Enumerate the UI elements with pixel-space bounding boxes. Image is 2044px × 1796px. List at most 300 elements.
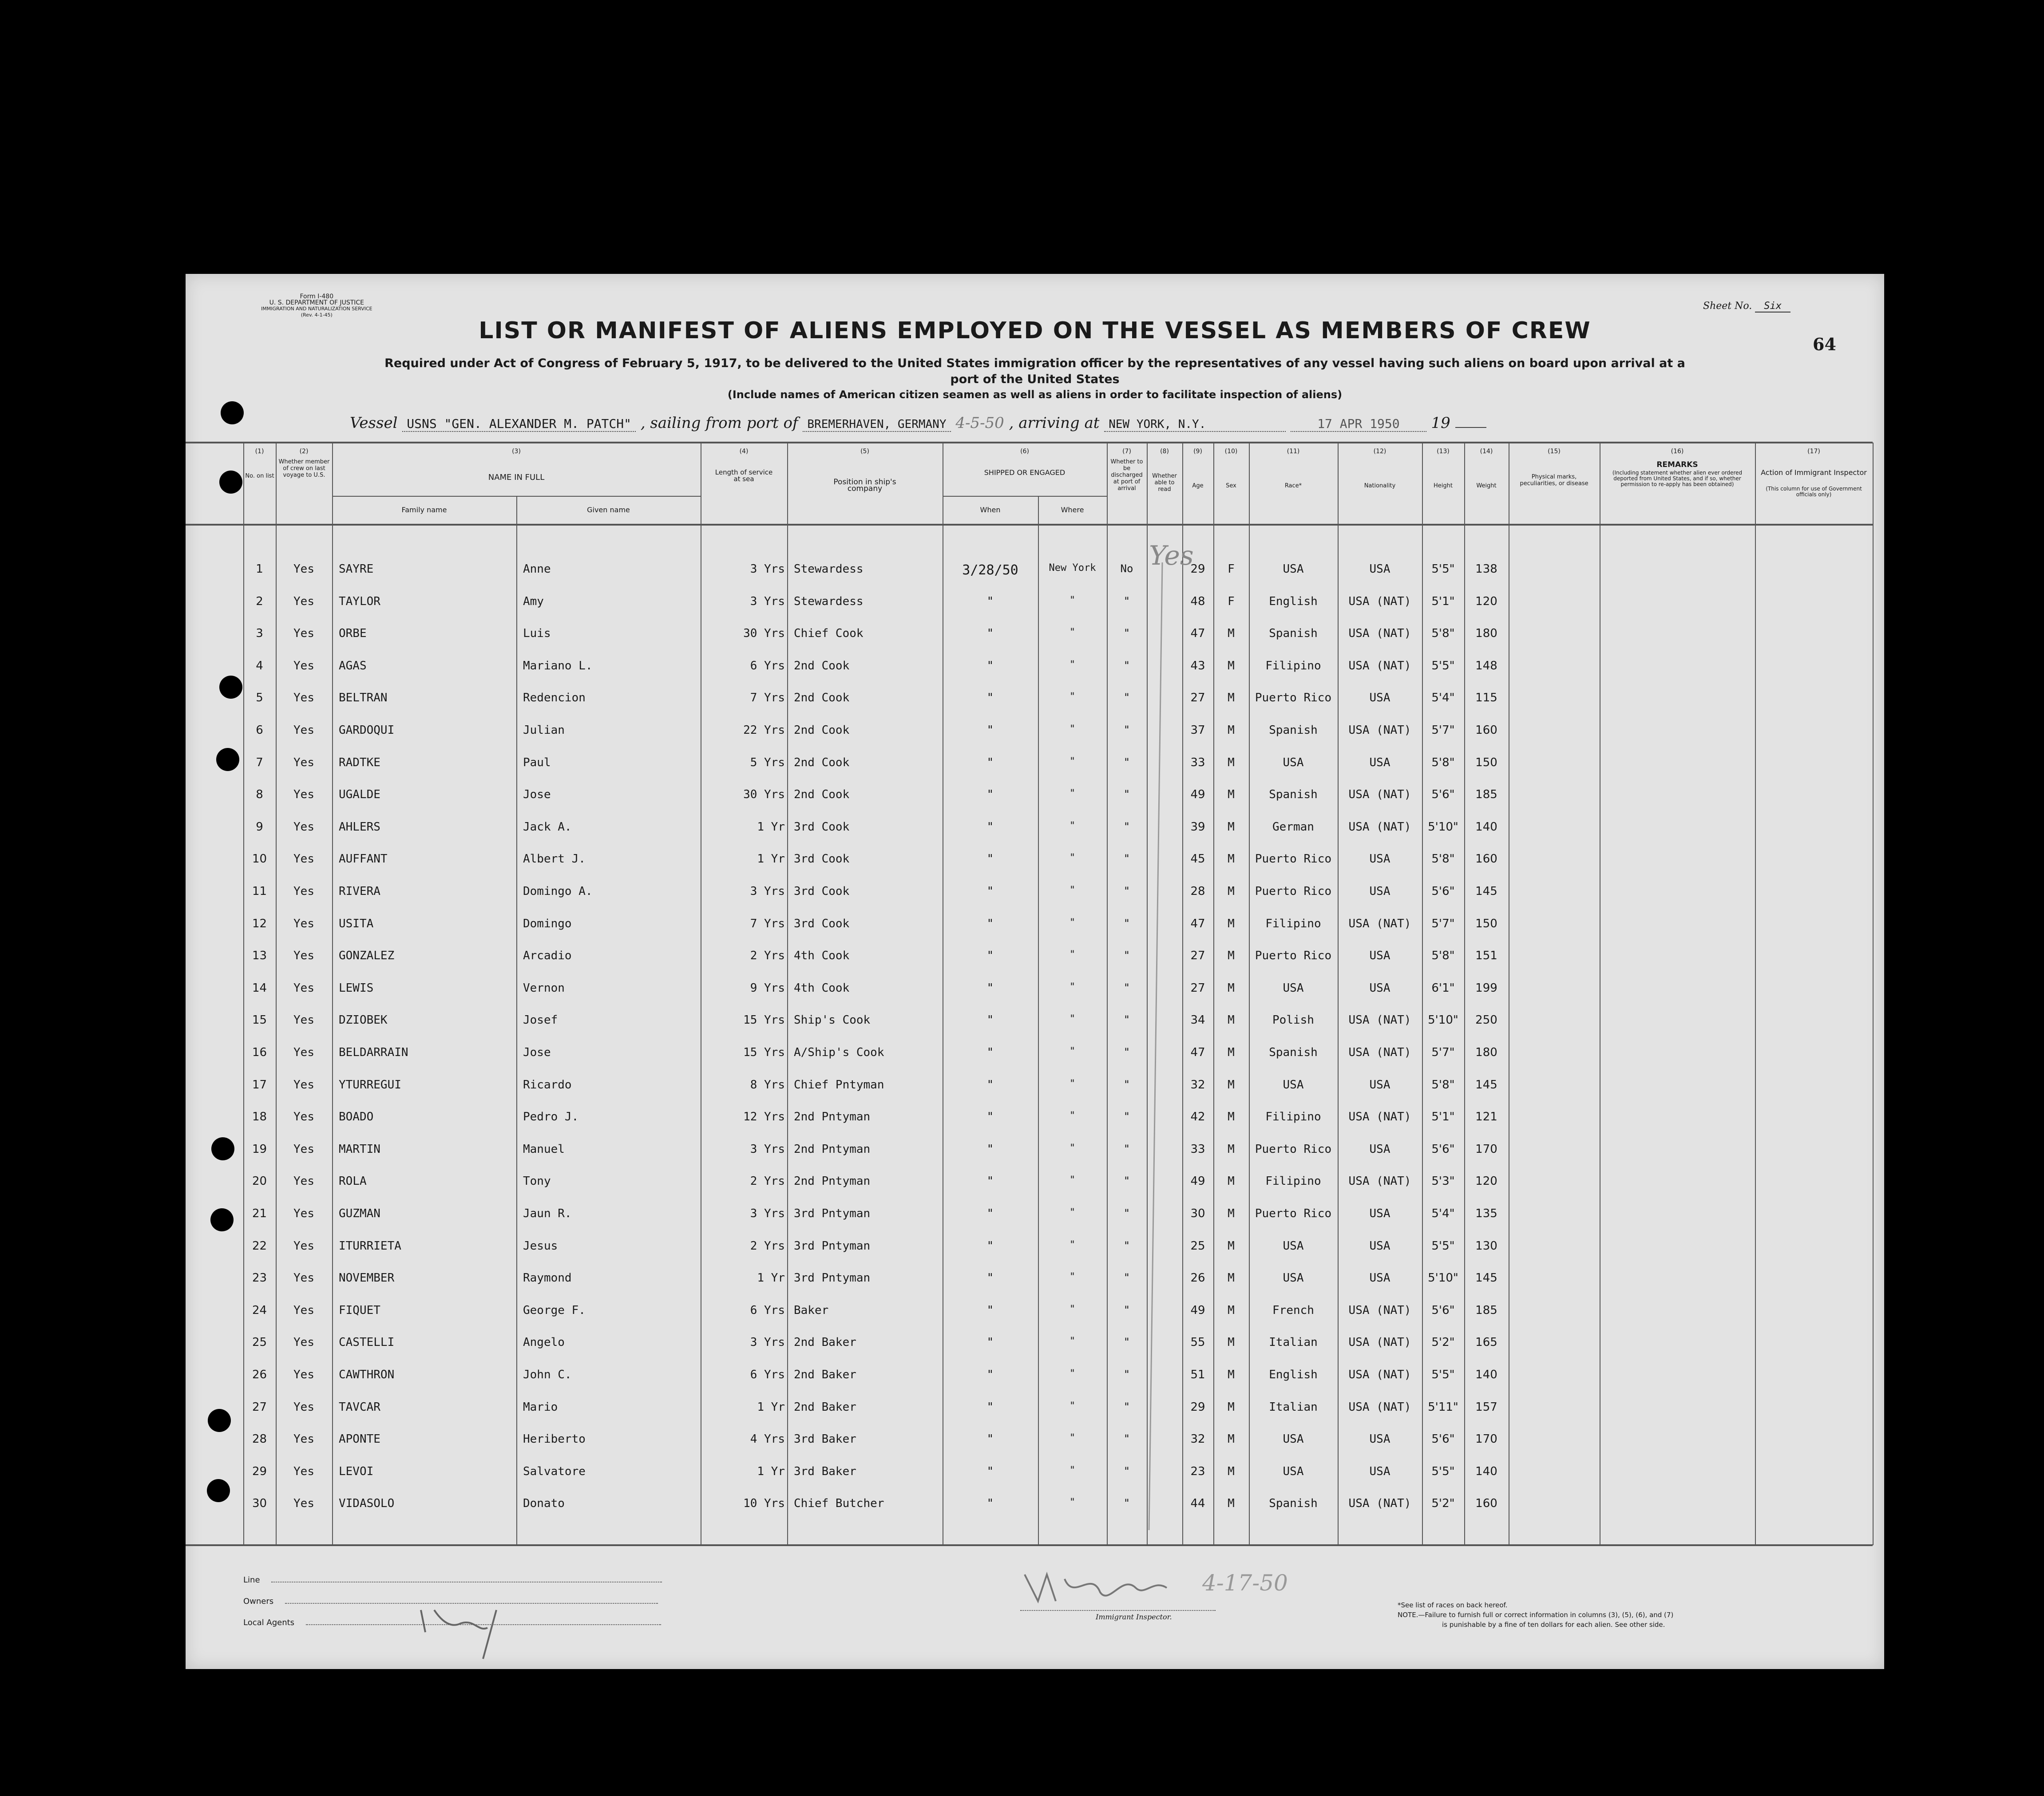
- col8-number: (8): [1160, 448, 1169, 455]
- cell-age: 43: [1190, 659, 1205, 673]
- cell-given: Luis: [523, 627, 551, 641]
- cell-no: 16: [252, 1046, 267, 1059]
- cell-weight: 157: [1475, 1400, 1497, 1414]
- cell-height: 5'5": [1431, 1368, 1455, 1381]
- col17-number: (17): [1807, 448, 1820, 455]
- cell-weight: 140: [1475, 820, 1497, 834]
- cell-discharged: ": [1123, 1303, 1130, 1316]
- cell-crew: Yes: [293, 594, 314, 608]
- cell-position: Ship's Cook: [794, 1013, 871, 1027]
- cell-sex: M: [1228, 788, 1235, 802]
- cell-service: 1 Yr: [757, 1400, 785, 1414]
- cell-race: Filipino: [1265, 917, 1321, 930]
- cell-position: 2nd Baker: [794, 1368, 856, 1381]
- cell-nat: USA: [1369, 1078, 1390, 1092]
- cell-service: 1 Yr: [757, 852, 785, 866]
- cell-family: USITA: [339, 917, 374, 930]
- cell-given: John C.: [523, 1368, 572, 1381]
- cell-crew: Yes: [293, 885, 314, 898]
- cell-service: 6 Yrs: [750, 1368, 785, 1381]
- col15-number: (15): [1548, 448, 1561, 455]
- cell-no: 21: [252, 1207, 267, 1220]
- subtitle-line-2: port of the United States: [950, 372, 1120, 386]
- cell-race: Filipino: [1265, 1110, 1321, 1124]
- cell-no: 10: [252, 852, 267, 866]
- cell-nat: USA (NAT): [1348, 1175, 1411, 1188]
- cell-sex: M: [1228, 724, 1235, 737]
- cell-discharged: ": [1123, 1432, 1130, 1445]
- cell-nat: USA: [1369, 1464, 1390, 1478]
- cell-weight: 140: [1475, 1464, 1497, 1478]
- col7-number: (7): [1122, 448, 1131, 455]
- cell-service: 1 Yr: [757, 1271, 785, 1285]
- cell-when: ": [986, 788, 994, 802]
- cell-discharged: ": [1123, 1110, 1130, 1123]
- cell-where: ": [1069, 594, 1076, 606]
- cell-height: 5'4": [1431, 691, 1455, 705]
- col15-header: Physical marks, peculiarities, or disease: [1520, 474, 1588, 487]
- cell-position: 3rd Cook: [794, 820, 850, 834]
- cell-where: ": [1069, 788, 1076, 799]
- sheet-number-block: [1703, 301, 1790, 312]
- cell-sex: M: [1228, 1271, 1235, 1285]
- cell-height: 5'8": [1431, 627, 1455, 641]
- cell-position: 2nd Baker: [794, 1336, 856, 1349]
- cell-crew: Yes: [293, 1271, 314, 1285]
- cell-service: 5 Yrs: [750, 756, 785, 769]
- cell-service: 12 Yrs: [743, 1110, 785, 1124]
- inspector-signature: [1020, 1561, 1207, 1610]
- cell-age: 42: [1190, 1110, 1205, 1124]
- cell-family: CASTELLI: [339, 1336, 395, 1349]
- col6-header: SHIPPED OR ENGAGED: [984, 468, 1066, 477]
- cell-where: ": [1069, 885, 1076, 896]
- cell-sex: M: [1228, 1464, 1235, 1478]
- cell-family: DZIOBEK: [339, 1013, 388, 1027]
- cell-position: 2nd Baker: [794, 1400, 856, 1414]
- cell-nat: USA: [1369, 1207, 1390, 1220]
- cell-discharged: No: [1120, 562, 1133, 575]
- cell-given: Mariano L.: [523, 659, 593, 673]
- cell-no: 23: [252, 1271, 267, 1285]
- cell-when: ": [986, 917, 994, 930]
- arrival-port: NEW YORK, N.Y.: [1104, 418, 1286, 432]
- cell-age: 26: [1190, 1271, 1205, 1285]
- cell-family: BELDARRAIN: [339, 1046, 408, 1059]
- cell-crew: Yes: [293, 659, 314, 673]
- col10-number: (10): [1224, 448, 1238, 455]
- col2-header: Whether member of crew on last voyage to U.S.: [278, 459, 330, 479]
- col8-header: Whether able to read: [1152, 473, 1177, 493]
- cell-sex: F: [1228, 594, 1235, 608]
- cell-nat: USA: [1369, 756, 1390, 769]
- cell-nat: USA: [1369, 885, 1390, 898]
- cell-when: 3/28/50: [962, 562, 1018, 578]
- cell-service: 3 Yrs: [750, 1336, 785, 1349]
- col16-number: (16): [1671, 448, 1684, 455]
- cell-age: 25: [1190, 1239, 1205, 1253]
- cell-weight: 140: [1475, 1368, 1497, 1381]
- cell-weight: 138: [1475, 562, 1497, 576]
- cell-no: 25: [252, 1336, 267, 1349]
- inspector-date: 4-17-50: [1202, 1570, 1288, 1596]
- cell-nat: USA: [1369, 1271, 1390, 1285]
- cell-race: USA: [1283, 756, 1304, 769]
- cell-service: 1 Yr: [757, 820, 785, 834]
- cell-given: Pedro J.: [523, 1110, 579, 1124]
- cell-height: 5'8": [1431, 756, 1455, 769]
- cell-family: NOVEMBER: [339, 1271, 395, 1285]
- cell-age: 29: [1190, 1400, 1205, 1414]
- cell-sex: M: [1228, 820, 1235, 834]
- cell-height: 5'10": [1428, 1271, 1458, 1285]
- cell-crew: Yes: [293, 852, 314, 866]
- cell-no: 8: [256, 788, 263, 802]
- cell-given: Mario: [523, 1400, 558, 1414]
- cell-when: ": [986, 1207, 994, 1220]
- cell-no: 3: [256, 627, 263, 641]
- cell-weight: 185: [1475, 1303, 1497, 1317]
- col13-number: (13): [1437, 448, 1450, 455]
- cell-sex: M: [1228, 981, 1235, 995]
- line-label: Line: [243, 1575, 260, 1585]
- cell-no: 13: [252, 949, 267, 963]
- cell-nat: USA (NAT): [1348, 917, 1411, 930]
- binder-hole: [207, 1479, 230, 1502]
- cell-when: ": [986, 756, 994, 769]
- subtitle-line-1: Required under Act of Congress of February 5, 1917, to be delivered to the United States immigration officer by the representatives of any vessel having such aliens on board upon arrival at a: [384, 356, 1685, 370]
- cell-age: 49: [1190, 788, 1205, 802]
- cell-height: 5'5": [1431, 1239, 1455, 1253]
- cell-service: 3 Yrs: [750, 885, 785, 898]
- binder-hole: [211, 1137, 234, 1160]
- cell-service: 1 Yr: [757, 1464, 785, 1478]
- cell-weight: 199: [1475, 981, 1497, 995]
- cell-race: USA: [1283, 1464, 1304, 1478]
- cell-weight: 121: [1475, 1110, 1497, 1124]
- col14-header: Weight: [1476, 483, 1497, 489]
- binder-hole: [221, 401, 244, 424]
- cell-nat: USA: [1369, 1142, 1390, 1156]
- form-block: [261, 293, 372, 318]
- col2-number: (2): [299, 448, 309, 455]
- col5-header: Position in ship's company: [833, 478, 896, 493]
- cell-crew: Yes: [293, 756, 314, 769]
- cell-race: Filipino: [1265, 659, 1321, 673]
- col11-number: (11): [1287, 448, 1300, 455]
- cell-discharged: ": [1123, 756, 1130, 768]
- cell-crew: Yes: [293, 1239, 314, 1253]
- cell-crew: Yes: [293, 981, 314, 995]
- cell-sex: M: [1228, 1142, 1235, 1156]
- cell-where: ": [1069, 691, 1076, 703]
- cell-crew: Yes: [293, 820, 314, 834]
- cell-position: 3rd Cook: [794, 852, 850, 866]
- cell-crew: Yes: [293, 917, 314, 930]
- cell-no: 7: [256, 756, 263, 769]
- cell-where: ": [1069, 1497, 1076, 1508]
- cell-height: 5'2": [1431, 1497, 1455, 1511]
- cell-discharged: ": [1123, 1046, 1130, 1058]
- cell-height: 5'6": [1431, 1142, 1455, 1156]
- cell-age: 37: [1190, 724, 1205, 737]
- cell-given: Manuel: [523, 1142, 565, 1156]
- cell-position: 3rd Cook: [794, 885, 850, 898]
- cell-given: Jose: [523, 1046, 551, 1059]
- cell-age: 39: [1190, 820, 1205, 834]
- cell-no: 9: [256, 820, 263, 834]
- cell-age: 49: [1190, 1175, 1205, 1188]
- col12-number: (12): [1373, 448, 1386, 455]
- cell-where: ": [1069, 1110, 1076, 1122]
- form-rev: (Rev. 4-1-45): [301, 312, 333, 318]
- cell-age: 55: [1190, 1336, 1205, 1349]
- cell-service: 10 Yrs: [743, 1497, 785, 1511]
- cell-position: 3rd Pntyman: [794, 1239, 871, 1253]
- cell-where: New York: [1049, 562, 1096, 574]
- cell-age: 27: [1190, 691, 1205, 705]
- cell-race: USA: [1283, 562, 1304, 576]
- cell-nat: USA (NAT): [1348, 594, 1411, 608]
- cell-no: 19: [252, 1142, 267, 1156]
- cell-weight: 135: [1475, 1207, 1497, 1220]
- binder-hole: [210, 1208, 234, 1231]
- cell-position: Chief Butcher: [794, 1497, 884, 1511]
- cell-when: ": [986, 1013, 994, 1027]
- cell-when: ": [986, 594, 994, 608]
- cell-no: 29: [252, 1464, 267, 1478]
- cell-race: USA: [1283, 981, 1304, 995]
- col17-subheader: (This column for use of Government officials only): [1766, 486, 1862, 498]
- cell-race: Italian: [1269, 1336, 1318, 1349]
- cell-given: Donato: [523, 1497, 565, 1511]
- cell-crew: Yes: [293, 1368, 314, 1381]
- cell-sex: M: [1228, 659, 1235, 673]
- cell-family: SAYRE: [339, 562, 374, 576]
- agents-label: Local Agents: [243, 1618, 295, 1627]
- cell-weight: 170: [1475, 1432, 1497, 1446]
- cell-where: ": [1069, 1142, 1076, 1154]
- cell-position: 3rd Cook: [794, 917, 850, 930]
- cell-discharged: ": [1123, 724, 1130, 736]
- col4-header: Length of service at sea: [715, 468, 773, 483]
- cell-nat: USA (NAT): [1348, 1497, 1411, 1511]
- cell-sex: M: [1228, 917, 1235, 930]
- cell-sex: M: [1228, 1303, 1235, 1317]
- sheet-number: Six: [1755, 301, 1790, 313]
- cell-race: Italian: [1269, 1400, 1318, 1414]
- cell-when: ": [986, 659, 994, 673]
- note-penalty-1: NOTE.—Failure to furnish full or correct information in columns (3), (5), (6), and (7): [1398, 1611, 1674, 1619]
- cell-race: Puerto Rico: [1255, 1207, 1332, 1220]
- cell-family: LEWIS: [339, 981, 374, 995]
- cell-service: 22 Yrs: [743, 724, 785, 737]
- cell-nat: USA (NAT): [1348, 788, 1411, 802]
- cell-height: 5'2": [1431, 1336, 1455, 1349]
- cell-crew: Yes: [293, 1400, 314, 1414]
- form-number: Form I-480: [300, 293, 334, 300]
- cell-when: ": [986, 1432, 994, 1446]
- cell-position: 2nd Pntyman: [794, 1142, 871, 1156]
- cell-nat: USA: [1369, 1239, 1390, 1253]
- cell-weight: 185: [1475, 788, 1497, 802]
- col3b-header: Given name: [587, 506, 630, 514]
- cell-nat: USA (NAT): [1348, 1013, 1411, 1027]
- cell-position: 3rd Baker: [794, 1432, 856, 1446]
- arrival-date-stamp: 17 APR 1950: [1291, 416, 1426, 432]
- cell-weight: 160: [1475, 852, 1497, 866]
- cell-nat: USA: [1369, 949, 1390, 963]
- note-races: *See list of races on back hereof.: [1398, 1601, 1508, 1609]
- cell-age: 23: [1190, 1464, 1205, 1478]
- cell-discharged: ": [1123, 627, 1130, 640]
- cell-where: ": [1069, 1368, 1076, 1379]
- cell-where: ": [1069, 820, 1076, 831]
- cell-family: VIDASOLO: [339, 1497, 395, 1511]
- cell-when: ": [986, 627, 994, 641]
- cell-where: ": [1069, 1336, 1076, 1347]
- footer-line-field: [243, 1575, 662, 1585]
- cell-race: Puerto Rico: [1255, 949, 1332, 963]
- cell-race: USA: [1283, 1078, 1304, 1092]
- cell-weight: 145: [1475, 1271, 1497, 1285]
- cell-race: Puerto Rico: [1255, 691, 1332, 705]
- cell-weight: 130: [1475, 1239, 1497, 1253]
- col3-header: NAME IN FULL: [488, 473, 545, 482]
- cell-crew: Yes: [293, 1046, 314, 1059]
- cell-no: 6: [256, 724, 263, 737]
- cell-family: UGALDE: [339, 788, 380, 802]
- cell-when: ": [986, 1271, 994, 1285]
- cell-race: Filipino: [1265, 1175, 1321, 1188]
- cell-age: 30: [1190, 1207, 1205, 1220]
- cell-sex: F: [1228, 562, 1235, 576]
- cell-position: Chief Cook: [794, 627, 864, 641]
- cell-nat: USA (NAT): [1348, 1110, 1411, 1124]
- cell-no: 28: [252, 1432, 267, 1446]
- cell-where: ": [1069, 1239, 1076, 1250]
- cell-crew: Yes: [293, 1432, 314, 1446]
- cell-given: Jose: [523, 788, 551, 802]
- cell-sex: M: [1228, 756, 1235, 769]
- cell-weight: 180: [1475, 627, 1497, 641]
- cell-age: 34: [1190, 1013, 1205, 1027]
- page-number: 64: [1813, 334, 1836, 354]
- cell-nat: USA (NAT): [1348, 659, 1411, 673]
- cell-age: 27: [1190, 981, 1205, 995]
- cell-when: ": [986, 1497, 994, 1511]
- cell-age: 32: [1190, 1432, 1205, 1446]
- cell-nat: USA (NAT): [1348, 627, 1411, 641]
- cell-race: Spanish: [1269, 788, 1318, 802]
- cell-when: ": [986, 1336, 994, 1349]
- cell-no: 11: [252, 885, 267, 898]
- cell-family: RADTKE: [339, 756, 380, 769]
- cell-family: BOADO: [339, 1110, 374, 1124]
- cell-sex: M: [1228, 1497, 1235, 1511]
- cell-where: ": [1069, 917, 1076, 928]
- agent-signature: [416, 1597, 532, 1663]
- vessel-name: USNS "GEN. ALEXANDER M. PATCH": [402, 416, 636, 432]
- col12-header: Nationality: [1364, 483, 1396, 489]
- cell-when: ": [986, 1142, 994, 1156]
- cell-race: Polish: [1272, 1013, 1314, 1027]
- pencil-line: [1145, 562, 1180, 1530]
- cell-age: 32: [1190, 1078, 1205, 1092]
- cell-family: LEVOI: [339, 1464, 374, 1478]
- cell-given: Jack A.: [523, 820, 572, 834]
- cell-sex: M: [1228, 1175, 1235, 1188]
- col6a-header: When: [980, 506, 1001, 514]
- cell-discharged: ": [1123, 917, 1130, 930]
- cell-race: Spanish: [1269, 627, 1318, 641]
- cell-crew: Yes: [293, 1207, 314, 1220]
- cell-family: RIVERA: [339, 885, 380, 898]
- cell-family: GARDOQUI: [339, 724, 395, 737]
- cell-nat: USA: [1369, 981, 1390, 995]
- cell-given: Albert J.: [523, 852, 586, 866]
- cell-where: ": [1069, 1078, 1076, 1089]
- cell-discharged: ": [1123, 1336, 1130, 1349]
- cell-discharged: ": [1123, 1368, 1130, 1381]
- form-service: IMMIGRATION AND NATURALIZATION SERVICE: [261, 306, 372, 312]
- cell-sex: M: [1228, 1368, 1235, 1381]
- cell-where: ": [1069, 1400, 1076, 1412]
- cell-crew: Yes: [293, 1497, 314, 1511]
- cell-position: 3rd Pntyman: [794, 1271, 871, 1285]
- cell-service: 2 Yrs: [750, 1239, 785, 1253]
- cell-given: Domingo A.: [523, 885, 593, 898]
- cell-position: 2nd Cook: [794, 724, 850, 737]
- col9-header: Age: [1192, 483, 1204, 489]
- cell-service: 7 Yrs: [750, 917, 785, 930]
- cell-service: 3 Yrs: [750, 1207, 785, 1220]
- cell-when: ": [986, 1110, 994, 1124]
- cell-discharged: ": [1123, 1464, 1130, 1477]
- cell-sex: M: [1228, 1239, 1235, 1253]
- cell-weight: 250: [1475, 1013, 1497, 1027]
- cell-given: Jaun R.: [523, 1207, 572, 1220]
- cell-crew: Yes: [293, 724, 314, 737]
- cell-service: 15 Yrs: [743, 1046, 785, 1059]
- cell-when: ": [986, 820, 994, 834]
- cell-nat: USA (NAT): [1348, 1336, 1411, 1349]
- cell-weight: 148: [1475, 659, 1497, 673]
- cell-where: ": [1069, 1271, 1076, 1283]
- cell-race: English: [1269, 1368, 1318, 1381]
- cell-weight: 150: [1475, 917, 1497, 930]
- cell-nat: USA: [1369, 562, 1390, 576]
- cell-age: 47: [1190, 627, 1205, 641]
- cell-position: 4th Cook: [794, 981, 850, 995]
- cell-weight: 170: [1475, 1142, 1497, 1156]
- cell-height: 5'11": [1428, 1400, 1458, 1414]
- cell-where: ": [1069, 1303, 1076, 1315]
- cell-no: 17: [252, 1078, 267, 1092]
- cell-race: Spanish: [1269, 724, 1318, 737]
- cell-family: FIQUET: [339, 1303, 380, 1317]
- cell-height: 5'6": [1431, 1432, 1455, 1446]
- cell-position: A/Ship's Cook: [794, 1046, 884, 1059]
- cell-given: Angelo: [523, 1336, 565, 1349]
- cell-sex: M: [1228, 1207, 1235, 1220]
- col9-number: (9): [1193, 448, 1202, 455]
- cell-race: French: [1272, 1303, 1314, 1317]
- cell-given: Julian: [523, 724, 565, 737]
- cell-height: 5'8": [1431, 949, 1455, 963]
- cell-sex: M: [1228, 1110, 1235, 1124]
- sailing-label: , sailing from port of: [640, 414, 798, 432]
